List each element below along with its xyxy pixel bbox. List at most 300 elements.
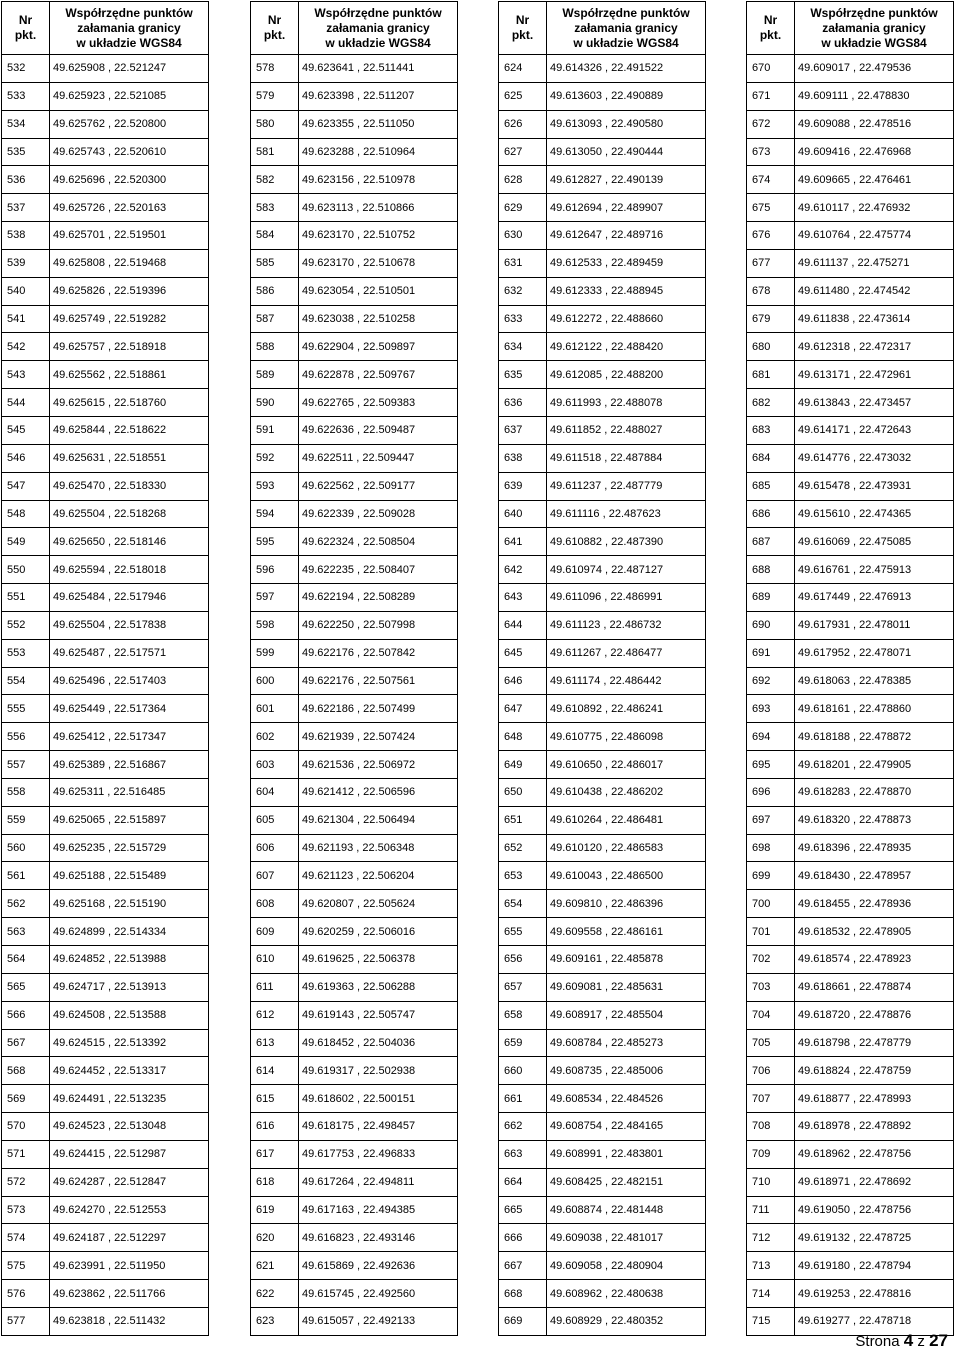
point-coordinates: 49.613093 , 22.490580 bbox=[547, 110, 706, 138]
table-row bbox=[747, 1280, 954, 1308]
point-coordinates: 49.610775 , 22.486098 bbox=[547, 723, 706, 751]
coordinates-table-column-4 bbox=[746, 1, 954, 1336]
table-row bbox=[251, 528, 458, 556]
table-row bbox=[2, 1057, 209, 1085]
point-number: 609 bbox=[251, 918, 299, 946]
table-row bbox=[251, 194, 458, 222]
table-row bbox=[251, 946, 458, 974]
point-number: 629 bbox=[499, 194, 547, 222]
point-coordinates: 49.608754 , 22.484165 bbox=[547, 1113, 706, 1141]
table-row bbox=[499, 695, 706, 723]
point-number: 701 bbox=[747, 918, 795, 946]
table-row bbox=[747, 1168, 954, 1196]
table-row bbox=[2, 305, 209, 333]
point-number: 644 bbox=[499, 611, 547, 639]
table-row bbox=[747, 389, 954, 417]
point-number: 673 bbox=[747, 138, 795, 166]
point-coordinates: 49.625826 , 22.519396 bbox=[50, 277, 209, 305]
point-number: 714 bbox=[747, 1280, 795, 1308]
point-number: 627 bbox=[499, 138, 547, 166]
point-number: 715 bbox=[747, 1307, 795, 1335]
table-row bbox=[499, 249, 706, 277]
point-number: 546 bbox=[2, 444, 50, 472]
table-row bbox=[2, 611, 209, 639]
point-number: 674 bbox=[747, 166, 795, 194]
point-number: 706 bbox=[747, 1057, 795, 1085]
point-coordinates: 49.623862 , 22.511766 bbox=[50, 1280, 209, 1308]
point-coordinates: 49.618824 , 22.478759 bbox=[795, 1057, 954, 1085]
point-coordinates: 49.622904 , 22.509897 bbox=[299, 333, 458, 361]
table-row bbox=[499, 194, 706, 222]
point-coordinates: 49.625311 , 22.516485 bbox=[50, 778, 209, 806]
point-coordinates: 49.622250 , 22.507998 bbox=[299, 611, 458, 639]
point-coordinates: 49.624523 , 22.513048 bbox=[50, 1113, 209, 1141]
point-coordinates: 49.609810 , 22.486396 bbox=[547, 890, 706, 918]
table-row bbox=[2, 834, 209, 862]
header-coordinates: Współrzędne punktów załamania granicy w układzie WGS84 bbox=[547, 2, 706, 55]
point-number: 702 bbox=[747, 946, 795, 974]
point-coordinates: 49.623170 , 22.510678 bbox=[299, 249, 458, 277]
point-coordinates: 49.613603 , 22.490889 bbox=[547, 82, 706, 110]
point-coordinates: 49.617163 , 22.494385 bbox=[299, 1196, 458, 1224]
table-row bbox=[499, 1224, 706, 1252]
point-coordinates: 49.610438 , 22.486202 bbox=[547, 778, 706, 806]
point-number: 563 bbox=[2, 918, 50, 946]
table-row bbox=[499, 723, 706, 751]
point-number: 592 bbox=[251, 444, 299, 472]
point-coordinates: 49.621939 , 22.507424 bbox=[299, 723, 458, 751]
point-coordinates: 49.624852 , 22.513988 bbox=[50, 946, 209, 974]
table-row bbox=[499, 1168, 706, 1196]
table-row bbox=[499, 500, 706, 528]
point-coordinates: 49.618161 , 22.478860 bbox=[795, 695, 954, 723]
table-row bbox=[499, 667, 706, 695]
point-number: 621 bbox=[251, 1252, 299, 1280]
point-number: 615 bbox=[251, 1085, 299, 1113]
table-row bbox=[747, 778, 954, 806]
table-row bbox=[747, 667, 954, 695]
point-coordinates: 49.625389 , 22.516867 bbox=[50, 751, 209, 779]
table-row bbox=[2, 1029, 209, 1057]
table-row bbox=[499, 1252, 706, 1280]
point-coordinates: 49.618602 , 22.500151 bbox=[299, 1085, 458, 1113]
table-header-row bbox=[747, 2, 954, 55]
point-number: 577 bbox=[2, 1307, 50, 1335]
point-coordinates: 49.618396 , 22.478935 bbox=[795, 834, 954, 862]
table-row bbox=[251, 1252, 458, 1280]
table-row bbox=[2, 1252, 209, 1280]
page-footer bbox=[855, 1331, 948, 1351]
point-number: 540 bbox=[2, 277, 50, 305]
table-row bbox=[499, 389, 706, 417]
point-coordinates: 49.624415 , 22.512987 bbox=[50, 1140, 209, 1168]
point-number: 584 bbox=[251, 222, 299, 250]
point-number: 633 bbox=[499, 305, 547, 333]
point-number: 640 bbox=[499, 500, 547, 528]
point-number: 583 bbox=[251, 194, 299, 222]
table-row bbox=[747, 277, 954, 305]
point-number: 660 bbox=[499, 1057, 547, 1085]
point-number: 620 bbox=[251, 1224, 299, 1252]
point-coordinates: 49.623818 , 22.511432 bbox=[50, 1307, 209, 1335]
table-row bbox=[747, 55, 954, 83]
table-row bbox=[499, 1280, 706, 1308]
table-row bbox=[747, 249, 954, 277]
table-row bbox=[499, 110, 706, 138]
point-coordinates: 49.611123 , 22.486732 bbox=[547, 611, 706, 639]
point-number: 708 bbox=[747, 1113, 795, 1141]
point-coordinates: 49.624187 , 22.512297 bbox=[50, 1224, 209, 1252]
table-row bbox=[251, 1085, 458, 1113]
table-row bbox=[499, 584, 706, 612]
point-number: 687 bbox=[747, 528, 795, 556]
point-number: 639 bbox=[499, 472, 547, 500]
point-number: 692 bbox=[747, 667, 795, 695]
point-number: 693 bbox=[747, 695, 795, 723]
point-coordinates: 49.625743 , 22.520610 bbox=[50, 138, 209, 166]
footer-page-total: 27 bbox=[929, 1331, 948, 1350]
table-row bbox=[251, 639, 458, 667]
point-coordinates: 49.611116 , 22.487623 bbox=[547, 500, 706, 528]
table-row bbox=[251, 138, 458, 166]
point-number: 630 bbox=[499, 222, 547, 250]
table-row bbox=[251, 1196, 458, 1224]
point-coordinates: 49.625188 , 22.515489 bbox=[50, 862, 209, 890]
point-number: 578 bbox=[251, 55, 299, 83]
point-coordinates: 49.623288 , 22.510964 bbox=[299, 138, 458, 166]
point-coordinates: 49.609111 , 22.478830 bbox=[795, 82, 954, 110]
table-row bbox=[499, 277, 706, 305]
point-coordinates: 49.622636 , 22.509487 bbox=[299, 416, 458, 444]
point-coordinates: 49.613050 , 22.490444 bbox=[547, 138, 706, 166]
point-coordinates: 49.611096 , 22.486991 bbox=[547, 584, 706, 612]
point-number: 568 bbox=[2, 1057, 50, 1085]
table-row bbox=[251, 918, 458, 946]
point-coordinates: 49.614776 , 22.473032 bbox=[795, 444, 954, 472]
point-number: 534 bbox=[2, 110, 50, 138]
point-number: 667 bbox=[499, 1252, 547, 1280]
point-number: 537 bbox=[2, 194, 50, 222]
point-coordinates: 49.621304 , 22.506494 bbox=[299, 806, 458, 834]
point-number: 550 bbox=[2, 556, 50, 584]
point-number: 648 bbox=[499, 723, 547, 751]
point-number: 549 bbox=[2, 528, 50, 556]
point-coordinates: 49.609058 , 22.480904 bbox=[547, 1252, 706, 1280]
point-coordinates: 49.619050 , 22.478756 bbox=[795, 1196, 954, 1224]
table-row bbox=[747, 1252, 954, 1280]
point-coordinates: 49.611852 , 22.488027 bbox=[547, 416, 706, 444]
point-coordinates: 49.619143 , 22.505747 bbox=[299, 1001, 458, 1029]
point-number: 709 bbox=[747, 1140, 795, 1168]
point-coordinates: 49.612647 , 22.489716 bbox=[547, 222, 706, 250]
point-number: 547 bbox=[2, 472, 50, 500]
point-number: 641 bbox=[499, 528, 547, 556]
point-number: 638 bbox=[499, 444, 547, 472]
table-row bbox=[499, 806, 706, 834]
point-coordinates: 49.618532 , 22.478905 bbox=[795, 918, 954, 946]
point-number: 700 bbox=[747, 890, 795, 918]
table-row bbox=[251, 1029, 458, 1057]
table-row bbox=[499, 472, 706, 500]
point-coordinates: 49.619625 , 22.506378 bbox=[299, 946, 458, 974]
point-coordinates: 49.625412 , 22.517347 bbox=[50, 723, 209, 751]
point-number: 705 bbox=[747, 1029, 795, 1057]
point-number: 696 bbox=[747, 778, 795, 806]
point-number: 533 bbox=[2, 82, 50, 110]
point-number: 659 bbox=[499, 1029, 547, 1057]
point-coordinates: 49.618201 , 22.479905 bbox=[795, 751, 954, 779]
table-row bbox=[251, 166, 458, 194]
point-coordinates: 49.622562 , 22.509177 bbox=[299, 472, 458, 500]
table-row bbox=[251, 416, 458, 444]
point-coordinates: 49.618720 , 22.478876 bbox=[795, 1001, 954, 1029]
point-coordinates: 49.618971 , 22.478692 bbox=[795, 1168, 954, 1196]
point-coordinates: 49.610120 , 22.486583 bbox=[547, 834, 706, 862]
point-number: 631 bbox=[499, 249, 547, 277]
point-coordinates: 49.625168 , 22.515190 bbox=[50, 890, 209, 918]
table-row bbox=[2, 1307, 209, 1335]
table-row bbox=[499, 528, 706, 556]
point-coordinates: 49.622194 , 22.508289 bbox=[299, 584, 458, 612]
point-coordinates: 49.625701 , 22.519501 bbox=[50, 222, 209, 250]
table-row bbox=[747, 695, 954, 723]
point-number: 597 bbox=[251, 584, 299, 612]
table-row bbox=[251, 389, 458, 417]
point-coordinates: 49.617931 , 22.478011 bbox=[795, 611, 954, 639]
point-coordinates: 49.625762 , 22.520800 bbox=[50, 110, 209, 138]
point-number: 635 bbox=[499, 361, 547, 389]
point-number: 676 bbox=[747, 222, 795, 250]
table-row bbox=[2, 528, 209, 556]
table-row bbox=[2, 723, 209, 751]
table-row bbox=[2, 55, 209, 83]
point-coordinates: 49.609161 , 22.485878 bbox=[547, 946, 706, 974]
table-row bbox=[251, 1224, 458, 1252]
table-row bbox=[2, 222, 209, 250]
point-coordinates: 49.624899 , 22.514334 bbox=[50, 918, 209, 946]
point-coordinates: 49.618175 , 22.498457 bbox=[299, 1113, 458, 1141]
table-row bbox=[2, 1113, 209, 1141]
point-number: 628 bbox=[499, 166, 547, 194]
point-coordinates: 49.618452 , 22.504036 bbox=[299, 1029, 458, 1057]
table-row bbox=[499, 1196, 706, 1224]
table-row bbox=[251, 444, 458, 472]
point-coordinates: 49.625631 , 22.518551 bbox=[50, 444, 209, 472]
point-coordinates: 49.609081 , 22.485631 bbox=[547, 973, 706, 1001]
point-number: 669 bbox=[499, 1307, 547, 1335]
point-coordinates: 49.610043 , 22.486500 bbox=[547, 862, 706, 890]
table-row bbox=[251, 110, 458, 138]
point-coordinates: 49.609088 , 22.478516 bbox=[795, 110, 954, 138]
footer-separator: z bbox=[913, 1333, 930, 1350]
point-number: 646 bbox=[499, 667, 547, 695]
point-number: 590 bbox=[251, 389, 299, 417]
point-number: 634 bbox=[499, 333, 547, 361]
point-coordinates: 49.618320 , 22.478873 bbox=[795, 806, 954, 834]
point-coordinates: 49.625235 , 22.515729 bbox=[50, 834, 209, 862]
point-number: 711 bbox=[747, 1196, 795, 1224]
point-coordinates: 49.609038 , 22.481017 bbox=[547, 1224, 706, 1252]
table-row bbox=[251, 500, 458, 528]
point-number: 675 bbox=[747, 194, 795, 222]
header-point-number: Nr pkt. bbox=[747, 2, 795, 55]
point-coordinates: 49.625504 , 22.517838 bbox=[50, 611, 209, 639]
table-row bbox=[2, 890, 209, 918]
point-number: 652 bbox=[499, 834, 547, 862]
table-row bbox=[251, 890, 458, 918]
point-number: 704 bbox=[747, 1001, 795, 1029]
point-number: 598 bbox=[251, 611, 299, 639]
point-coordinates: 49.611993 , 22.488078 bbox=[547, 389, 706, 417]
point-coordinates: 49.617264 , 22.494811 bbox=[299, 1168, 458, 1196]
table-row bbox=[2, 333, 209, 361]
table-row bbox=[747, 1113, 954, 1141]
point-coordinates: 49.623054 , 22.510501 bbox=[299, 277, 458, 305]
point-coordinates: 49.608917 , 22.485504 bbox=[547, 1001, 706, 1029]
table-row bbox=[251, 55, 458, 83]
point-coordinates: 49.612272 , 22.488660 bbox=[547, 305, 706, 333]
point-coordinates: 49.611267 , 22.486477 bbox=[547, 639, 706, 667]
table-row bbox=[747, 1085, 954, 1113]
table-row bbox=[2, 361, 209, 389]
table-row bbox=[251, 1057, 458, 1085]
point-number: 686 bbox=[747, 500, 795, 528]
point-coordinates: 49.616823 , 22.493146 bbox=[299, 1224, 458, 1252]
table-row bbox=[251, 1168, 458, 1196]
point-coordinates: 49.623398 , 22.511207 bbox=[299, 82, 458, 110]
point-number: 680 bbox=[747, 333, 795, 361]
point-number: 666 bbox=[499, 1224, 547, 1252]
point-number: 616 bbox=[251, 1113, 299, 1141]
table-row bbox=[251, 667, 458, 695]
point-number: 636 bbox=[499, 389, 547, 417]
table-row bbox=[499, 138, 706, 166]
table-row bbox=[747, 305, 954, 333]
point-number: 698 bbox=[747, 834, 795, 862]
table-row bbox=[251, 222, 458, 250]
point-coordinates: 49.618962 , 22.478756 bbox=[795, 1140, 954, 1168]
point-number: 580 bbox=[251, 110, 299, 138]
point-number: 614 bbox=[251, 1057, 299, 1085]
point-number: 579 bbox=[251, 82, 299, 110]
table-row bbox=[499, 918, 706, 946]
point-number: 553 bbox=[2, 639, 50, 667]
point-number: 545 bbox=[2, 416, 50, 444]
table-row bbox=[747, 1196, 954, 1224]
table-row bbox=[499, 361, 706, 389]
table-row bbox=[499, 639, 706, 667]
point-number: 576 bbox=[2, 1280, 50, 1308]
point-coordinates: 49.619132 , 22.478725 bbox=[795, 1224, 954, 1252]
point-number: 600 bbox=[251, 667, 299, 695]
table-row bbox=[251, 723, 458, 751]
point-coordinates: 49.610650 , 22.486017 bbox=[547, 751, 706, 779]
point-coordinates: 49.612122 , 22.488420 bbox=[547, 333, 706, 361]
point-number: 559 bbox=[2, 806, 50, 834]
point-number: 554 bbox=[2, 667, 50, 695]
header-point-number: Nr pkt. bbox=[2, 2, 50, 55]
point-coordinates: 49.624491 , 22.513235 bbox=[50, 1085, 209, 1113]
point-coordinates: 49.623355 , 22.511050 bbox=[299, 110, 458, 138]
point-coordinates: 49.615869 , 22.492636 bbox=[299, 1252, 458, 1280]
table-row bbox=[2, 389, 209, 417]
point-number: 561 bbox=[2, 862, 50, 890]
point-number: 585 bbox=[251, 249, 299, 277]
table-row bbox=[2, 1224, 209, 1252]
table-row bbox=[2, 1196, 209, 1224]
table-row bbox=[747, 584, 954, 612]
table-row bbox=[2, 695, 209, 723]
table-row bbox=[499, 1029, 706, 1057]
point-coordinates: 49.625808 , 22.519468 bbox=[50, 249, 209, 277]
point-coordinates: 49.611237 , 22.487779 bbox=[547, 472, 706, 500]
table-row bbox=[251, 834, 458, 862]
point-number: 688 bbox=[747, 556, 795, 584]
point-number: 651 bbox=[499, 806, 547, 834]
point-number: 642 bbox=[499, 556, 547, 584]
point-number: 690 bbox=[747, 611, 795, 639]
table-row bbox=[747, 528, 954, 556]
point-number: 575 bbox=[2, 1252, 50, 1280]
point-coordinates: 49.608929 , 22.480352 bbox=[547, 1307, 706, 1335]
point-number: 643 bbox=[499, 584, 547, 612]
point-number: 625 bbox=[499, 82, 547, 110]
point-number: 624 bbox=[499, 55, 547, 83]
table-row bbox=[2, 862, 209, 890]
table-row bbox=[251, 973, 458, 1001]
point-coordinates: 49.623641 , 22.511441 bbox=[299, 55, 458, 83]
point-number: 603 bbox=[251, 751, 299, 779]
table-row bbox=[499, 82, 706, 110]
point-number: 707 bbox=[747, 1085, 795, 1113]
table-row bbox=[747, 611, 954, 639]
point-coordinates: 49.608534 , 22.484526 bbox=[547, 1085, 706, 1113]
table-row bbox=[2, 166, 209, 194]
point-number: 618 bbox=[251, 1168, 299, 1196]
point-number: 610 bbox=[251, 946, 299, 974]
point-coordinates: 49.623038 , 22.510258 bbox=[299, 305, 458, 333]
point-coordinates: 49.618188 , 22.478872 bbox=[795, 723, 954, 751]
point-number: 604 bbox=[251, 778, 299, 806]
table-row bbox=[747, 890, 954, 918]
point-number: 539 bbox=[2, 249, 50, 277]
point-number: 599 bbox=[251, 639, 299, 667]
table-row bbox=[2, 778, 209, 806]
coordinates-table bbox=[498, 1, 706, 1336]
table-row bbox=[251, 249, 458, 277]
point-number: 703 bbox=[747, 973, 795, 1001]
point-number: 591 bbox=[251, 416, 299, 444]
point-coordinates: 49.625594 , 22.518018 bbox=[50, 556, 209, 584]
table-row bbox=[747, 416, 954, 444]
table-row bbox=[747, 556, 954, 584]
table-row bbox=[747, 472, 954, 500]
point-number: 548 bbox=[2, 500, 50, 528]
table-row bbox=[499, 1057, 706, 1085]
point-coordinates: 49.614171 , 22.472643 bbox=[795, 416, 954, 444]
table-row bbox=[2, 946, 209, 974]
table-header-row bbox=[251, 2, 458, 55]
point-coordinates: 49.620807 , 22.505624 bbox=[299, 890, 458, 918]
point-coordinates: 49.619317 , 22.502938 bbox=[299, 1057, 458, 1085]
point-coordinates: 49.618978 , 22.478892 bbox=[795, 1113, 954, 1141]
point-coordinates: 49.618798 , 22.478779 bbox=[795, 1029, 954, 1057]
point-coordinates: 49.617952 , 22.478071 bbox=[795, 639, 954, 667]
point-coordinates: 49.622765 , 22.509383 bbox=[299, 389, 458, 417]
point-coordinates: 49.615057 , 22.492133 bbox=[299, 1307, 458, 1335]
table-row bbox=[747, 333, 954, 361]
table-row bbox=[499, 416, 706, 444]
